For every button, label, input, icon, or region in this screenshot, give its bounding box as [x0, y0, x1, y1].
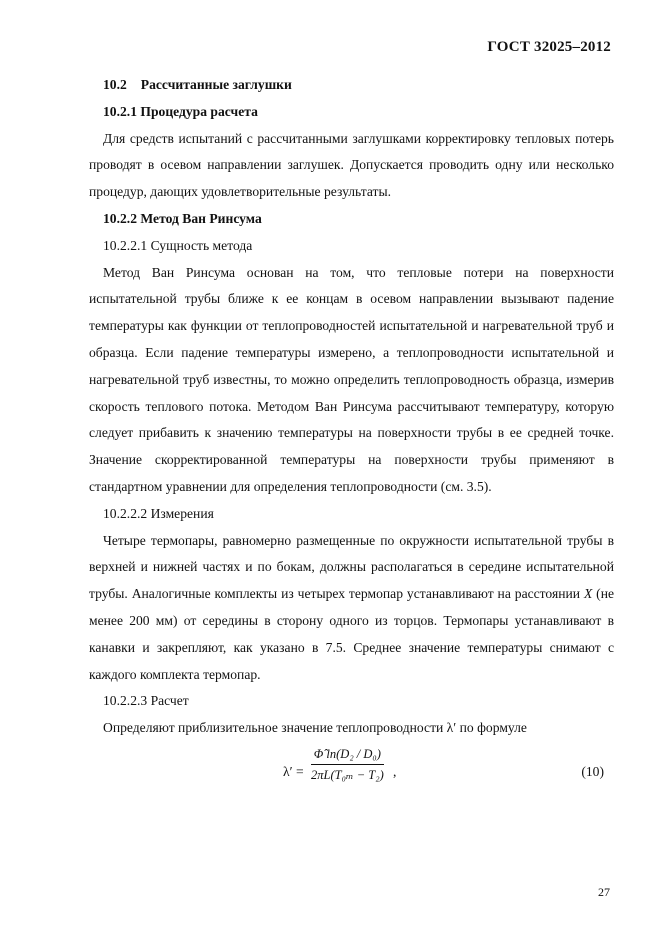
paragraph-procedure: Для средств испытаний с рассчитанными заглушками корректировку тепловых потерь проводят в осевом направлении заглушек. Допускается проводить одну или несколько процедур, дающих удовлетворительные результаты. — [89, 130, 614, 200]
formula-fraction — [311, 746, 384, 783]
paragraph-thermocouples — [89, 528, 614, 689]
document-header: ГОСТ 32025–2012 — [487, 39, 611, 55]
section-number: 10.2.1 — [103, 103, 137, 119]
paragraph-thermocouples-part2: (не менее 200 мм) от середины в сторону одного из торцов. Термопары устанавливают в канавки и закрепляют, как указано в 7.5. Среднее значение температуры снимают с каждого комплекта термопар. — [89, 586, 615, 682]
section-number: 10.2 — [103, 77, 127, 92]
formula-lhs: λ′ = — [283, 763, 304, 779]
section-title: Рассчитанные заглушки — [140, 77, 292, 92]
section-heading-10-2-2 — [89, 206, 614, 233]
equation-number: (10) — [581, 763, 604, 779]
subsection-essence: 10.2.2.1 Сущность метода — [103, 237, 253, 253]
formula-tail: , — [393, 763, 397, 779]
variable-x: X — [583, 586, 593, 602]
formula-denominator: 2πL(T₀ₘ − T₂) — [311, 767, 384, 782]
fraction-bar — [311, 764, 384, 765]
page-number: 27 — [598, 885, 610, 899]
subsection-measurements: 10.2.2.2 Измерения — [103, 505, 214, 521]
section-heading-10-2-1 — [89, 99, 614, 126]
page-body — [89, 72, 614, 796]
paragraph-method: Метод Ван Ринсума основан на том, что тепловые потери на поверхности испытательной трубы ближе к ее концам в осевом направлении вызывают падение температуры как функции от теплопроводностей испытательной и нагревательной труб и образца. Если падение температуры измерено, а теплопроводности испытательной и нагревательной труб известны, то можно определить теплопроводность образца, измерив скорость теплового потока. Методом Ван Ринсума рассчитывают температуру, которую следует прибавить к значению температуры на поверхности трубы в ее средней точке. Значение скорректированной температуры на поверхности трубы применяют в стандартном уравнении для определения теплопроводности (см. 3.5). — [89, 264, 614, 494]
section-title: Процедура расчета — [140, 103, 258, 119]
formula-numerator: Φ̂ ln(D₂ / D₀) — [313, 746, 381, 761]
formula-10 — [89, 746, 614, 796]
section-heading-10-2 — [89, 72, 614, 99]
paragraph-formula-intro: Определяют приблизительное значение теплопроводности λ′ по формуле — [103, 720, 527, 736]
paragraph-thermocouples-part1: Четыре термопары, равномерно размещенные по окружности испытательной трубы в верхней и нижней частях и по бокам, должны располагаться в середине испытательной трубы. Аналогичные комплекты из четырех термопар устанавливают на расстоянии — [89, 532, 614, 602]
section-title: Метод Ван Ринсума — [140, 210, 262, 226]
subsection-calculation: 10.2.2.3 Расчет — [103, 693, 189, 709]
section-number: 10.2.2 — [103, 210, 137, 226]
